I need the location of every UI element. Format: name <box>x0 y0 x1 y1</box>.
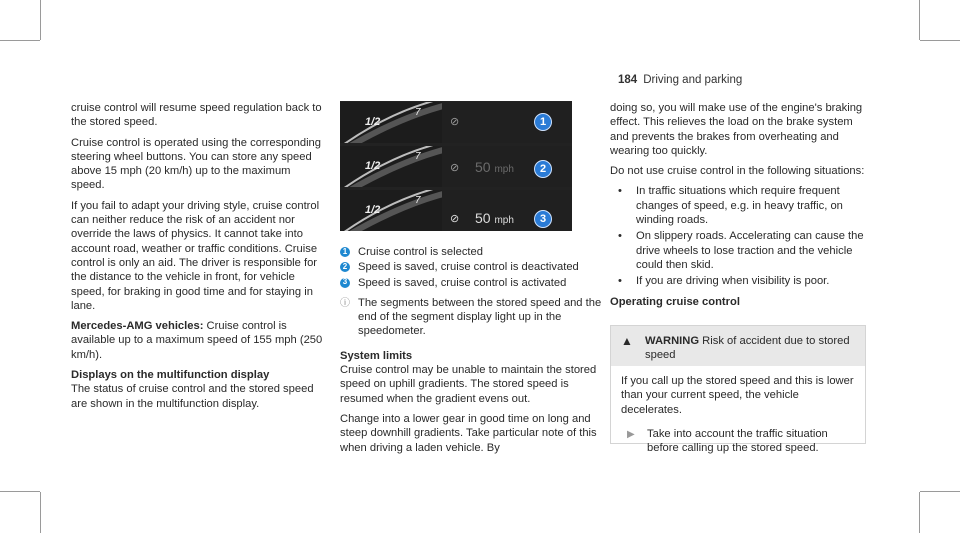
crop-mark <box>40 0 41 40</box>
arrow-right-icon: ▶ <box>627 428 635 440</box>
legend-number: 3 <box>340 278 350 288</box>
paragraph: Cruise control may be unable to maintain the stored speed on uphill gradients. The stored speed is resumed when the gradient evens out. <box>340 364 597 405</box>
paragraph: The status of cruise control and the stored speed are shown in the multifunction display. <box>71 383 314 410</box>
display-panel <box>340 146 572 187</box>
section-heading: Operating cruise control <box>610 295 740 308</box>
cruise-control-icon: ⊘ <box>450 116 460 128</box>
info-icon: ⓘ <box>340 297 350 309</box>
list-item: • If you are driving when visibility is poor. <box>610 274 866 288</box>
bullet-icon: • <box>618 185 622 198</box>
bullet-icon: • <box>618 275 622 288</box>
gauge-mark: 7 <box>415 195 421 206</box>
gear-indicator: 1/2 <box>365 160 381 172</box>
legend-item <box>340 276 602 290</box>
crop-mark <box>0 491 40 492</box>
bullet-list <box>610 184 866 288</box>
crop-mark <box>920 491 960 492</box>
gauge-mark: 7 <box>415 107 421 118</box>
warning-text: If you call up the stored speed and this is lower than your current speed, the vehicle decelerates. <box>621 375 854 416</box>
stored-speed: 50 mph <box>475 210 514 226</box>
warning-title: Risk of accident due to stored speed <box>645 335 850 362</box>
note <box>340 296 602 339</box>
page-number: 184 <box>618 74 638 86</box>
action-step <box>621 427 855 456</box>
amg-label: Mercedes-AMG vehicles: <box>71 320 204 333</box>
gauge-mark: 7 <box>415 151 421 162</box>
paragraph: Change into a lower gear in good time on long and steep downhill gradients. Take particular note of this when driving a laden vehicle. By <box>340 412 597 454</box>
legend-item <box>340 260 602 274</box>
cruise-control-icon: ⊘ <box>450 213 460 225</box>
gear-indicator: 1/2 <box>365 116 381 128</box>
crop-mark <box>920 40 960 41</box>
page-header <box>618 74 742 86</box>
column-middle <box>340 245 602 461</box>
legend-text: Cruise control is selected <box>358 246 483 258</box>
paragraph: If you fail to adapt your driving style, cruise control can neither reduce the risk of an accident nor override the laws of physics. It cannot take into account road, weather or traffic conditions. Cruise control is only an aid. The driver is responsible for the distance to the vehicle in front, for vehicle speed, for braking in good time and for staying in lane. <box>71 199 320 312</box>
paragraph-amg <box>71 319 323 362</box>
crop-mark <box>40 492 41 533</box>
paragraph: Cruise control is operated using the corresponding steering wheel buttons. You can store any speed above 15 mph (20 km/h) up to the maximum speed. <box>71 136 321 192</box>
warning-label: WARNING <box>645 335 700 347</box>
crop-mark <box>919 492 920 533</box>
legend-text: Speed is saved, cruise control is deactivated <box>358 261 579 274</box>
warning-triangle-icon: ▲ <box>621 334 633 348</box>
crop-mark <box>919 0 920 40</box>
section-heading: Displays on the multifunction display <box>71 369 270 382</box>
paragraph: doing so, you will make use of the engine's braking effect. This relieves the load on the brake system and prevents the brakes from overheating and wearing too quickly. <box>610 102 863 157</box>
legend-item <box>340 245 602 259</box>
warning-header <box>611 326 865 366</box>
callout-badge: 1 <box>534 113 552 131</box>
crop-mark <box>0 40 40 41</box>
paragraph: Do not use cruise control in the following situations: <box>610 165 865 178</box>
column-right <box>610 101 866 309</box>
section-title: Driving and parking <box>643 74 743 86</box>
display-panel <box>340 190 572 231</box>
callout-badge: 2 <box>534 160 552 178</box>
warning-box <box>610 325 866 455</box>
bullet-icon: • <box>618 230 622 243</box>
column-left <box>71 101 323 417</box>
list-item: • On slippery roads. Accelerating can cause the drive wheels to lose traction and the vehicle could then skid. <box>610 229 866 272</box>
legend-text: Speed is saved, cruise control is activated <box>358 276 567 289</box>
legend-number: 2 <box>340 262 350 272</box>
gear-indicator: 1/2 <box>365 204 381 216</box>
warning-body <box>611 366 865 463</box>
cruise-control-icon: ⊘ <box>450 162 460 174</box>
display-panel <box>340 102 572 143</box>
section-heading: System limits <box>340 349 413 362</box>
stored-speed: 50 mph <box>475 159 514 175</box>
callout-badge: 3 <box>534 210 552 228</box>
note-text: The segments between the stored speed and the end of the segment display light up in the speedometer. <box>358 296 602 338</box>
paragraph: cruise control will resume speed regulation back to the stored speed. <box>71 102 322 129</box>
list-item: • In traffic situations which require frequent changes of speed, e.g. in heavy traffic, on winding roads. <box>610 184 866 227</box>
step-text: Take into account the traffic situation before calling up the stored speed. <box>647 427 828 455</box>
amg-text: Cruise control is available up to a maximum speed of 155 mph (250 km/h). <box>71 320 323 361</box>
multifunction-display-illustration <box>340 101 572 231</box>
legend-number: 1 <box>340 247 350 257</box>
